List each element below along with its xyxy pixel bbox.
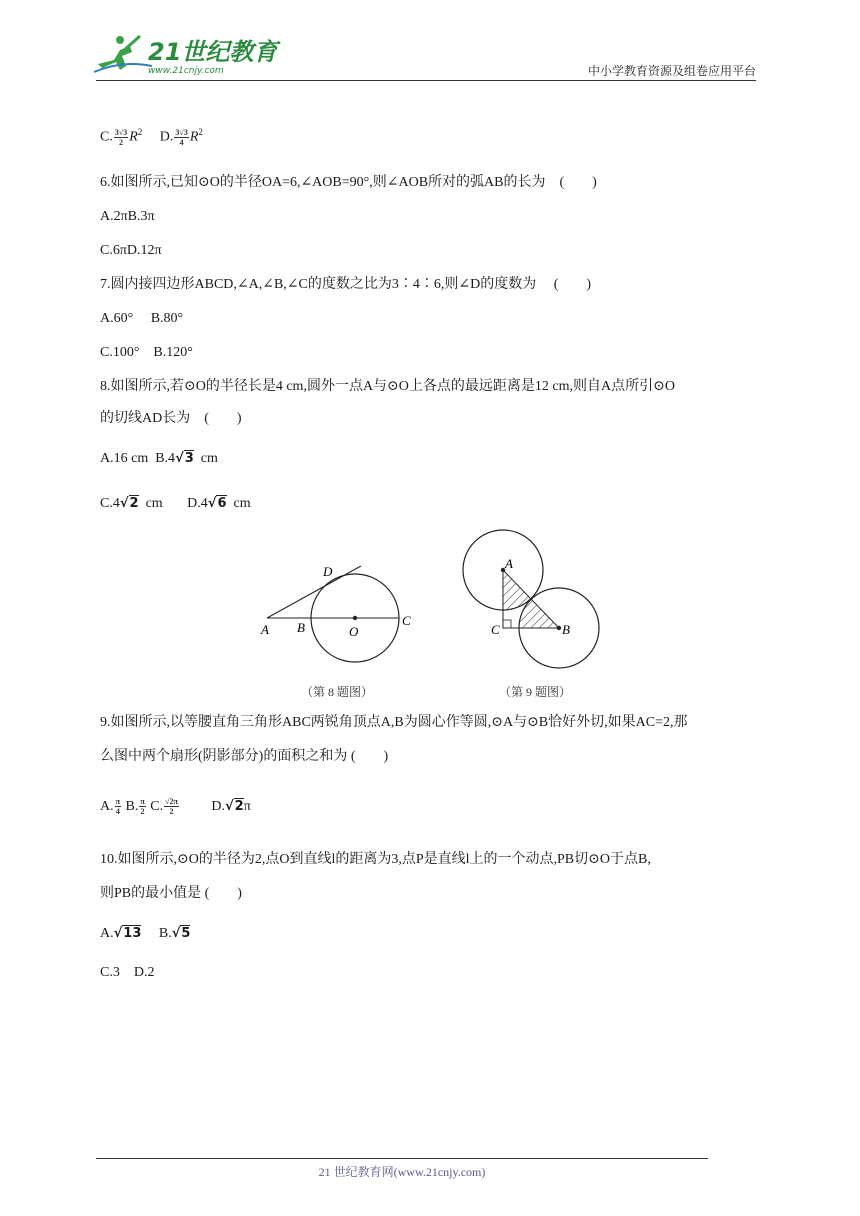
q8-d-radicand: 6 [217,496,227,511]
fig8-label-o: O [349,624,359,639]
figure-9 [463,530,599,699]
q9-stem-line2 [100,747,388,767]
q9-option-b-fraction [139,797,145,816]
q9-option-c-label: C. [150,799,164,814]
q9-text: 么图中两个扇形(阴影部分)的面积之和为 [100,749,348,764]
q10-options-2: C.3 D.2 [100,965,155,980]
q9-stem-line1: 9.如图所示,以等腰直角三角形ABC两锐角顶点A,B为圆心作等圆,⊙A与⊙B恰好外切,如果AC=2,那 [100,715,688,730]
q8-option-d-sqrt: √6 [207,496,227,511]
q8-options-2 [100,494,251,514]
q9-b-numerator: π [140,797,145,807]
q5-c-numerator: 3√3 [114,127,128,137]
q10-option-a-label: A. [100,926,114,941]
fig9-right-angle [503,620,511,628]
q5-c-denominator: 2 [119,137,124,147]
q8-option-d-label: D.4 [187,496,208,511]
q8-c-unit: cm [145,496,163,511]
q9-a-denominator: 4 [115,807,120,817]
figures-8-9 [255,530,615,710]
q9-d-radicand: 2 [234,799,244,814]
logo-url: www.21cnjy.com [148,66,224,76]
q9-c-numerator: √2π [165,797,178,807]
q8-stem-line2 [100,409,242,429]
q9-c-denominator: 2 [169,807,174,817]
q5-d-numerator: 3√3 [175,127,188,137]
header-divider [96,80,756,81]
q7-answer-paren: ( ) [553,277,592,292]
q10-option-b-sqrt: √5 [171,926,191,941]
q7-options-1: A.60° B.80° [100,311,184,326]
footer-text: 21 世纪教育网(www.21cnjy.com) [318,1165,486,1179]
q8-option-c-sqrt: √2 [119,496,139,511]
q9-d-pi: π [243,799,251,814]
fig9-label-c: C [491,622,500,637]
q8-c-radicand: 2 [129,496,139,511]
fig8-label-b: B [297,620,305,635]
q10-stem-line2 [100,884,242,904]
q9-b-denominator: 2 [140,807,145,817]
fig8-caption: （第 8 题图） [301,685,374,699]
q8-b-unit: cm [200,451,218,466]
q5-c-exp: 2 [137,127,143,137]
q8-option-c-label: C.4 [100,496,120,511]
q8-answer-paren: ( ) [204,411,242,426]
q8-stem-line1: 8.如图所示,若⊙O的半径长是4 cm,圆外一点A与⊙O上各点的最远距离是12 cm,则自A点所引⊙O [100,379,675,394]
fig8-center-dot [353,616,357,620]
q10-b-radicand: 5 [181,926,191,941]
q9-answer-paren: ( ) [350,749,389,764]
q5-option-c-label: C. [100,129,113,145]
q8-option-a: A.16 cm [100,451,149,466]
q10-a-radicand: 13 [123,926,142,941]
q10-answer-paren: ( ) [204,886,242,901]
footer-divider [96,1158,708,1159]
q10-options-1 [100,924,190,944]
q7-options-2: C.100° B.120° [100,345,193,360]
site-logo [92,30,278,80]
fig8-label-c: C [402,613,411,628]
q9-option-d-label: D. [211,799,225,814]
q9-options [100,797,251,817]
q9-option-d-sqrt: √2 [225,799,244,814]
q6-options-1: A.2πB.3π [100,209,155,224]
q9-a-numerator: π [115,797,121,807]
q5-option-c-fraction [114,128,128,147]
fig8-tangent-ad [267,566,361,618]
fig9-dot-b [557,626,561,630]
q8-options-1 [100,449,218,469]
q8-option-b-sqrt: √3 [175,451,194,466]
q6-text: 6.如图所示,已知⊙O的半径OA=6,∠AOB=90°,则∠AOB所对的弧AB的长为 [100,175,546,190]
q8-text: 的切线AD长为 [100,411,191,426]
q8-option-b-label: B.4 [155,451,176,466]
q6-options-2: C.6πD.12π [100,243,162,258]
q10-stem-line1: 10.如图所示,⊙O的半径为2,点O到直线l的距离为3,点P是直线l上的一个动点,PB切⊙O于点B, [100,852,651,867]
platform-name: 中小学教育资源及组卷应用平台 [587,64,756,78]
fig9-label-b: B [562,622,570,637]
q6-answer-paren: ( ) [559,175,597,190]
q5-c-r: R [129,129,138,145]
runner-logo-icon [92,30,278,80]
q7-stem [100,275,591,295]
q9-option-c-fraction [164,797,179,816]
q9-option-a-label: A. [100,799,114,814]
q5-d-r: R [189,129,199,145]
q10-option-a-sqrt: √13 [113,926,142,941]
q9-option-b-label: B. [125,799,139,814]
fig9-sector-b [519,600,559,628]
q10-text: 则PB的最小值是 [100,886,202,901]
q5-d-denominator: 4 [179,137,184,147]
logo-text: 21世纪教育 [148,38,278,66]
q6-stem [100,173,597,193]
fig8-label-d: D [323,564,333,579]
q5-option-d-label: D. [159,129,174,145]
q5-d-exp: 2 [198,127,203,137]
q8-b-radicand: 3 [184,451,194,466]
q5-options [100,122,203,148]
q7-text: 7.圆内接四边形ABCD,∠A,∠B,∠C的度数之比为3∶4∶6,则∠D的度数为 [100,277,537,292]
q9-option-a-fraction [115,797,121,816]
q10-option-b-label: B. [158,926,172,941]
fig9-caption: （第 9 题图） [499,685,572,699]
q5-option-d-fraction [174,128,188,147]
figure-8 [260,564,411,699]
fig8-label-a: A [261,622,269,637]
fig9-label-a: A [505,556,513,571]
q8-d-unit: cm [233,496,251,511]
